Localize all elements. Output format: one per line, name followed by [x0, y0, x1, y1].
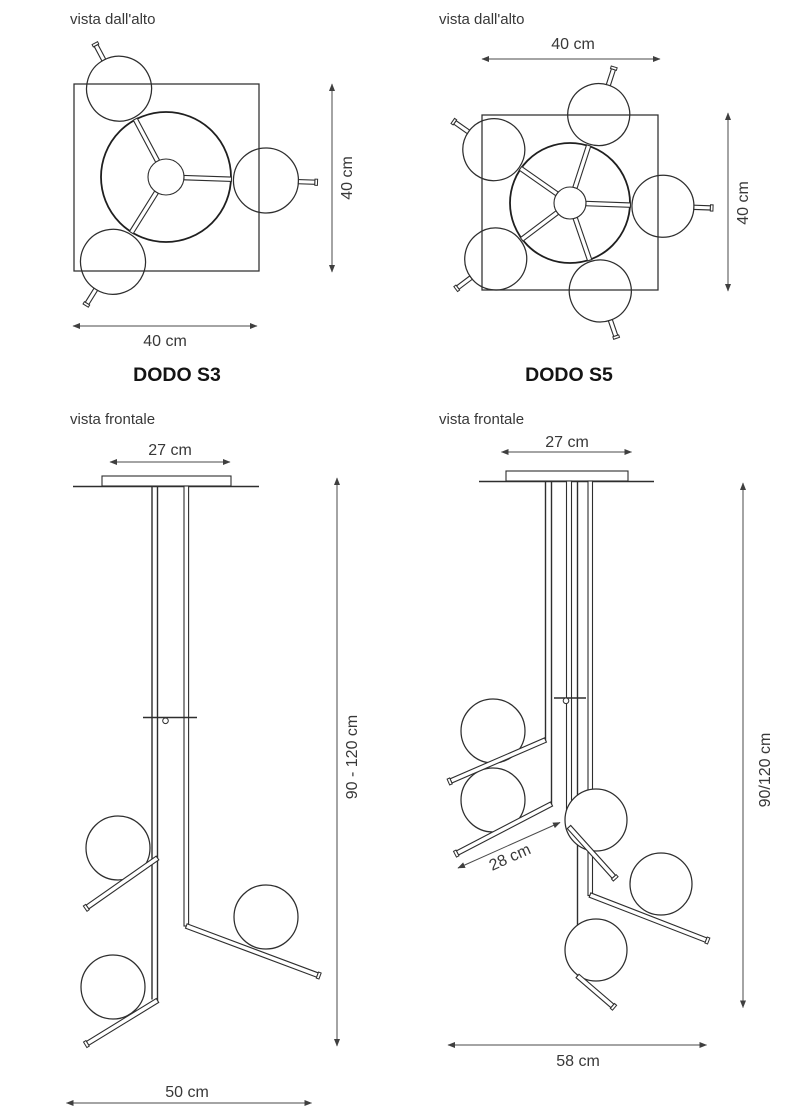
- s3-adjuster-knob: [163, 718, 169, 724]
- s5-height-dim-label: 90/120 cm: [757, 732, 774, 808]
- s5-top-height-dim-label: 40 cm: [735, 181, 752, 225]
- s5-spoke: [519, 166, 558, 195]
- s3-top-view-label: vista dall'alto: [70, 11, 156, 28]
- s3-canopy-dim-label: 27 cm: [148, 442, 192, 459]
- s3-stem-tube: [184, 486, 189, 926]
- s5-front-sphere-right: [630, 853, 692, 915]
- s5-glass-sphere: [452, 216, 539, 303]
- s3-product-name: DODO S3: [133, 364, 221, 386]
- s5-front-view-label: vista frontale: [439, 411, 525, 428]
- s3-ceiling-canopy: [102, 476, 231, 486]
- s3-sphere-stem: [85, 288, 97, 304]
- s3-sphere-stem: [298, 180, 315, 185]
- s5-glass-sphere: [631, 174, 695, 238]
- s3-glass-sphere: [232, 147, 299, 214]
- s5-front-sphere-bottom: [565, 919, 627, 981]
- s5-sphere-stem: [454, 121, 470, 134]
- s5-top-width-dim-label: 40 cm: [551, 36, 595, 53]
- s5-sphere-stem: [457, 276, 473, 289]
- s5-spoke: [573, 217, 592, 261]
- s5-product-name: DODO S5: [525, 364, 613, 386]
- s5-front-sphere-middle: [565, 789, 627, 851]
- s3-stem-cap: [315, 179, 318, 185]
- s5-glass-sphere: [451, 106, 537, 192]
- s5-spoke: [586, 201, 631, 207]
- s3-width-dim-label: 50 cm: [165, 1084, 209, 1101]
- s3-front-sphere-right: [234, 885, 298, 949]
- s5-stem-cap: [710, 205, 713, 211]
- s3-front-view: [67, 411, 362, 1103]
- s5-spoke: [520, 211, 558, 241]
- s3-top-view: [58, 11, 356, 386]
- s3-height-dim-label: 90 - 120 cm: [344, 714, 361, 800]
- s3-spoke: [133, 118, 159, 162]
- s3-hub: [148, 159, 184, 195]
- s3-front-view-label: vista frontale: [70, 411, 156, 428]
- s5-canopy-dim-label: 27 cm: [545, 434, 589, 451]
- s3-glass-sphere: [75, 45, 163, 133]
- s5-ceiling-canopy: [506, 471, 628, 481]
- s3-top-height-dim-label: 40 cm: [339, 156, 356, 200]
- s5-sphere-stem: [694, 205, 711, 210]
- s5-top-view: [435, 11, 752, 386]
- s3-glass-sphere: [68, 217, 158, 307]
- s5-spoke: [573, 145, 591, 189]
- s3-spoke: [129, 191, 158, 234]
- s5-sphere-stem: [608, 320, 617, 337]
- s5-sphere-stem: [606, 69, 615, 86]
- s5-width-dim-label: 58 cm: [556, 1053, 600, 1070]
- s3-top-width-dim-label: 40 cm: [143, 333, 187, 350]
- s5-stem-tube-middle: [567, 481, 572, 828]
- s3-spoke: [184, 175, 232, 181]
- s5-arm-dim-label: 28 cm: [486, 841, 534, 875]
- s5-front-view: [439, 411, 774, 1070]
- s5-adjuster-knob: [563, 698, 569, 704]
- s5-top-view-label: vista dall'alto: [439, 11, 525, 28]
- s3-sphere-stem: [94, 44, 105, 61]
- s3-front-sphere-lower-left: [81, 955, 145, 1019]
